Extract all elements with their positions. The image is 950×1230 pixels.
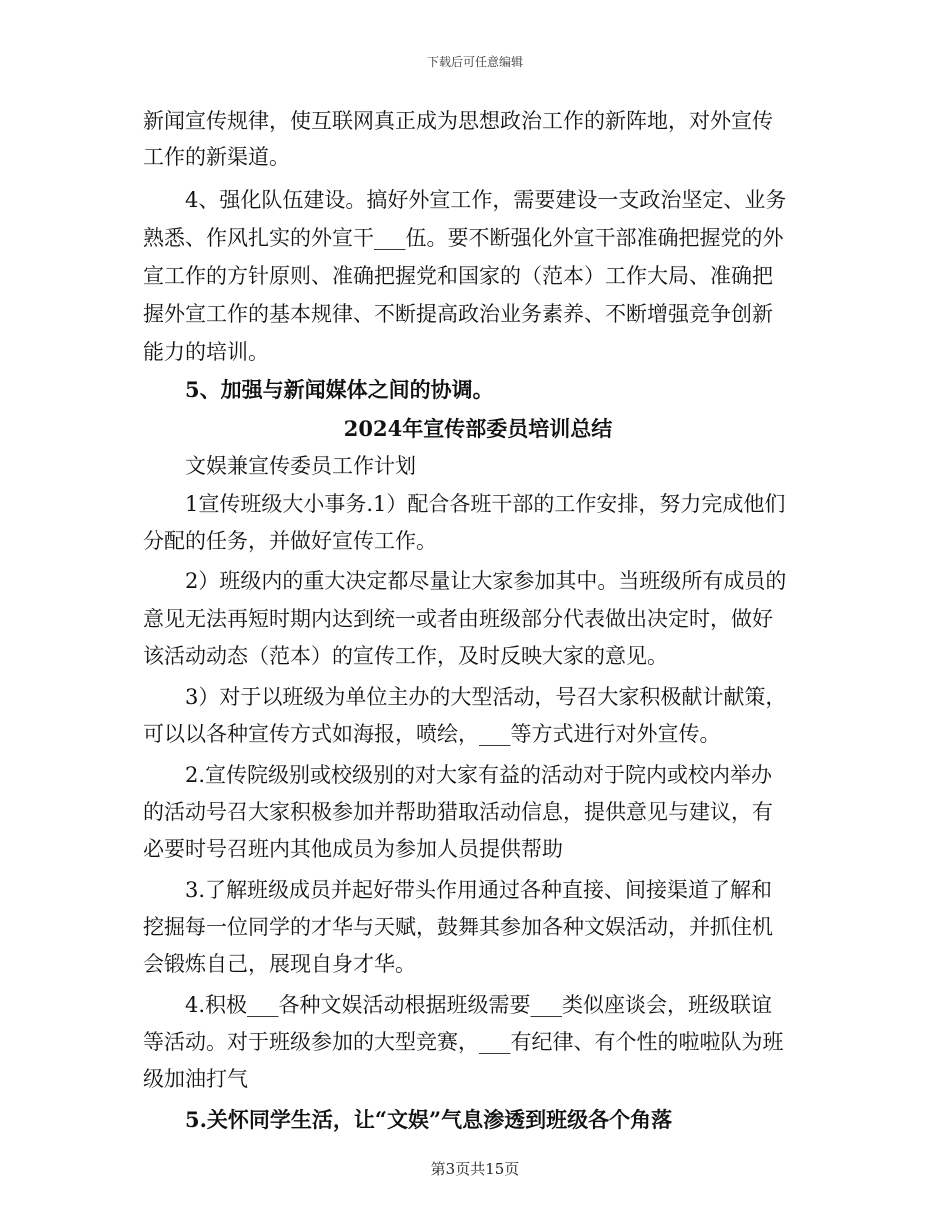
document-title: 2024年宣传部委员培训总结 [343,416,613,441]
text-line: 意见无法再短时期内达到统一或者由班级部分代表做出决定时，做好 [143,607,773,631]
text-line: 3.了解班级成员并起好带头作用通过各种直接、间接渠道了解和 [185,878,773,902]
text-line: 新闻宣传规律，使互联网真正成为思想政治工作的新阵地，对外宣传 [143,109,773,133]
section-heading: 5.关怀同学生活，让“文娱”气息渗透到班级各个角落 [185,1107,673,1132]
text-line: 2）班级内的重大决定都尽量让大家参加其中。当班级所有成员的 [185,569,787,593]
text-line: 该活动动态（范本）的宣传工作，及时反映大家的意见。 [143,644,668,668]
text-line: 4.积极___各种文娱活动根据班级需要___类似座谈会，班级联谊 [185,993,773,1017]
text-line: 2.宣传院级别或校级别的对大家有益的活动对于院内或校内举办 [185,763,773,787]
text-line: 1宣传班级大小事务.1）配合各班干部的工作安排，努力完成他们 [185,492,786,516]
text-line: 能力的培训。 [143,340,269,364]
text-line: 等活动。对于班级参加的大型竞赛，___有纪律、有个性的啦啦队为班 [143,1030,784,1054]
text-line: 宣工作的方针原则、准确把握党和国家的（范本）工作大局、准确把 [143,264,773,288]
text-line: 分配的任务，并做好宣传工作。 [143,529,437,553]
subtitle-line: 文娱兼宣传委员工作计划 [185,454,416,478]
text-line: 挖掘每一位同学的才华与天赋，鼓舞其参加各种文娱活动，并抓住机 [143,915,773,939]
text-line: 熟悉、作风扎实的外宣干___伍。要不断强化外宣干部准确把握党的外 [143,226,784,250]
text-line: 的活动号召大家积极参加并帮助猎取活动信息，提供意见与建议，有 [143,800,773,824]
text-line: 4、强化队伍建设。搞好外宣工作，需要建设一支政治坚定、业务 [185,188,787,212]
page-header: 下载后可任意编辑 [426,55,523,69]
text-line: 必要时号召班内其他成员为参加人员提供帮助 [143,837,563,861]
text-line: 会锻炼自己，展现自身才华。 [143,952,416,976]
section-heading: 5、加强与新闻媒体之间的协调。 [185,377,494,402]
text-line: 级加油打气 [143,1067,248,1091]
text-line: 3）对于以班级为单位主办的大型活动，号召大家积极献计献策， [185,685,787,709]
text-line: 工作的新渠道。 [143,145,290,169]
document-body [143,103,813,1138]
text-line: 握外宣工作的基本规律、不断提高政治业务素养、不断增强竞争创新 [143,302,773,326]
text-line: 可以以各种宣传方式如海报，喷绘，___等方式进行对外宣传。 [143,722,721,746]
page-number: 第3页共15页 [430,1160,520,1178]
